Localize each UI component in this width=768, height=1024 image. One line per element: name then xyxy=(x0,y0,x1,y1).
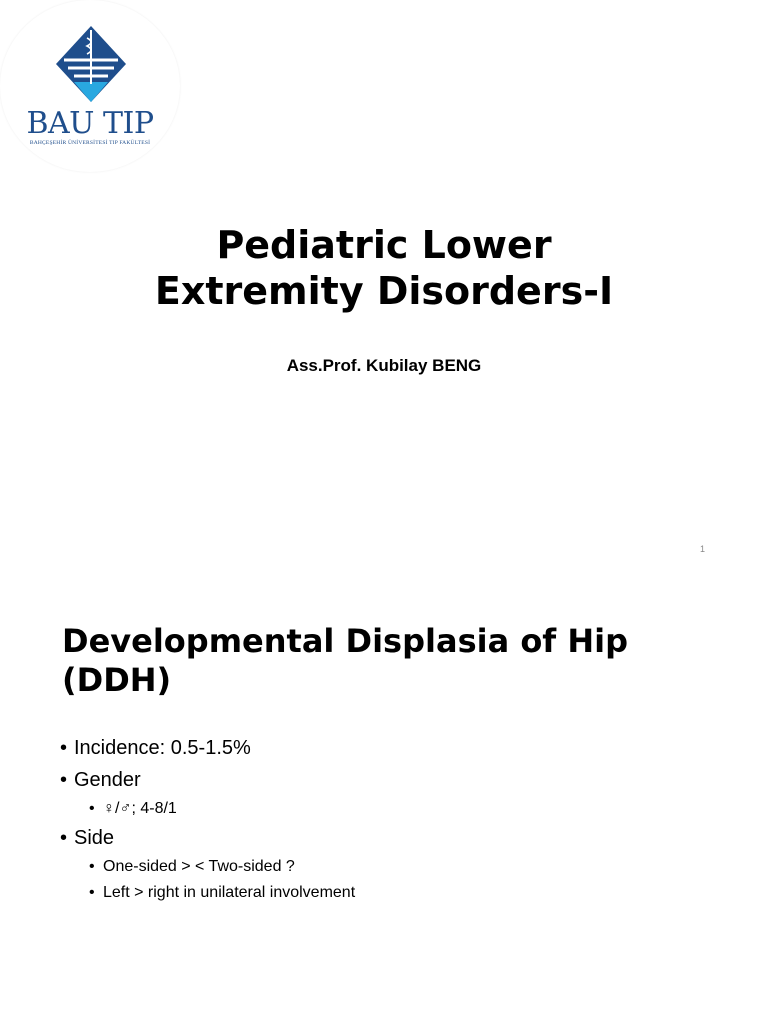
slide-heading xyxy=(62,622,742,700)
bullet-gender: • Gender xyxy=(60,764,720,796)
sub-bullet-gender-ratio: • ♀/♂; 4-8/1 xyxy=(60,796,720,822)
bullet-side: • Side xyxy=(60,822,720,854)
title-line-2: Extremity Disorders-I xyxy=(154,269,614,313)
logo-text: BAU TIP xyxy=(26,106,154,141)
author-name: Ass.Prof. Kubilay BENG xyxy=(286,356,482,375)
slide-title xyxy=(0,222,768,314)
bullet-incidence: • Incidence: 0.5-1.5% xyxy=(60,732,720,764)
logo xyxy=(0,0,180,172)
content-slide xyxy=(0,590,768,1024)
title-line-1: Pediatric Lower xyxy=(216,223,552,267)
bau-tip-emblem-icon xyxy=(54,24,128,104)
bullet-list xyxy=(60,732,720,906)
page-number: 1 xyxy=(700,544,706,554)
sub-bullet-side-1: • One-sided > < Two-sided ? xyxy=(60,854,720,880)
sub-bullet-side-2: • Left > right in unilateral involvement xyxy=(60,880,720,906)
logo-subtitle: BAHÇEŞEHİR ÜNİVERSİTESİ TIP FAKÜLTESİ xyxy=(29,140,151,146)
heading-line-2: (DDH) xyxy=(62,661,172,699)
heading-line-1: Developmental Displasia of Hip xyxy=(62,622,629,660)
